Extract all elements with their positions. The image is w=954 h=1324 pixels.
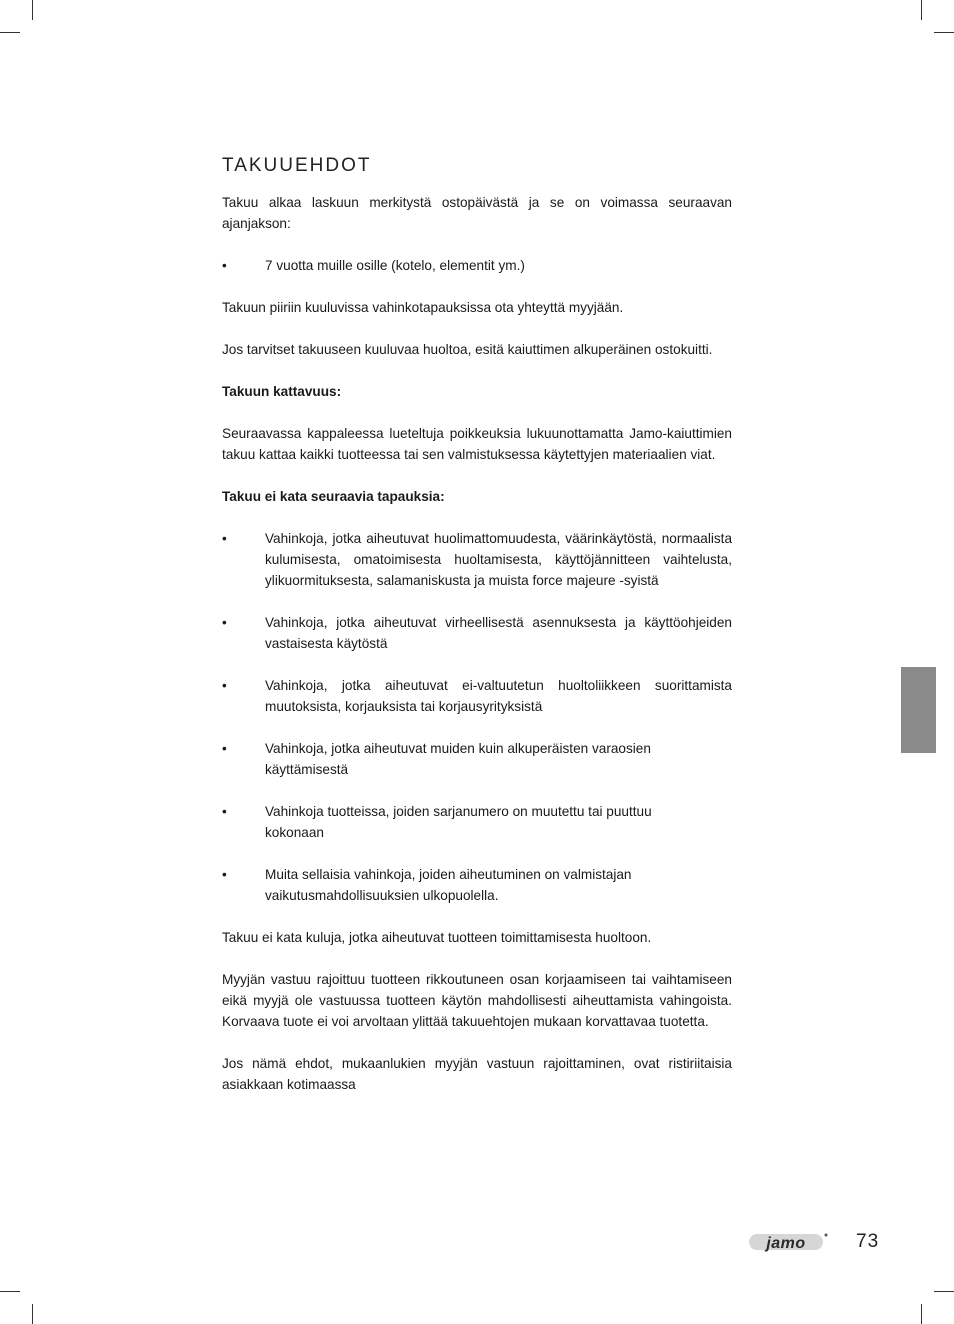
exclusion-text: Vahinkoja, jotka aiheutuvat virheellisestä asennuksesta ja käyttöohjeiden vastaisesta käytöstä (265, 615, 732, 651)
final-paragraph: Jos nämä ehdot, mukaanlukien myyjän vastuun rajoittaminen, ovat ristiriitaisia asiakkaan kotimaassa (222, 1056, 732, 1092)
exclusion-item (222, 612, 732, 654)
bullet-icon: • (222, 741, 227, 756)
crop-mark (32, 1304, 33, 1324)
crop-mark (921, 1304, 922, 1324)
page-title: TAKUUEHDOT (222, 155, 372, 176)
receipt-paragraph: Jos tarvitset takuuseen kuuluvaa huoltoa, esitä kaiuttimen alkuperäinen ostokuitti. (222, 342, 713, 357)
costs-paragraph: Takuu ei kata kuluja, jotka aiheutuvat tuotteen toimittamisesta huoltoon. (222, 930, 652, 945)
crop-mark (0, 1291, 20, 1292)
page-number: 73 (856, 1231, 880, 1252)
intro-paragraph: Takuu alkaa laskuun merkitystä ostopäivästä ja se on voimassa seuraavan ajanjakson: (222, 195, 732, 231)
bullet-icon: • (222, 804, 227, 819)
section-tab (901, 667, 936, 753)
crop-mark (934, 1291, 954, 1292)
crop-mark (32, 0, 33, 20)
contact-paragraph: Takuun piiriin kuuluvissa vahinkotapauksissa ota yhteyttä myyjään. (222, 300, 624, 315)
period-bullet (222, 255, 732, 276)
brand-logo (748, 1228, 828, 1256)
bullet-icon: • (222, 678, 227, 693)
exclusion-text: Vahinkoja, jotka aiheutuvat ei-valtuutetun huoltoliikkeen suorittamista muutoksista, korjauksista tai korjausyrityksistä (265, 678, 732, 714)
exclusion-text: Vahinkoja tuotteissa, joiden sarjanumero on muutettu tai puuttuu kokonaan (265, 804, 652, 840)
coverage-heading: Takuun kattavuus: (222, 384, 342, 399)
bullet-icon: • (222, 258, 227, 273)
exclusion-item (222, 864, 732, 906)
exclusion-text: Vahinkoja, jotka aiheutuvat muiden kuin alkuperäisten varaosien käyttämisestä (265, 741, 651, 777)
exclusion-text: Vahinkoja, jotka aiheutuvat huolimattomuudesta, väärinkäytöstä, normaalista kulumisesta, omatoimisesta huoltamisesta, käyttöjännitteen vaihtelusta, ylikuormituksesta, salamaniskusta ja muista force majeure -syistä (265, 531, 732, 588)
crop-mark (921, 0, 922, 20)
exclusions-heading: Takuu ei kata seuraavia tapauksia: (222, 489, 445, 504)
exclusion-item (222, 675, 732, 717)
bullet-icon: • (222, 615, 227, 630)
svg-text:jamo: jamo (766, 1235, 806, 1252)
bullet-icon: • (222, 867, 227, 882)
liability-paragraph: Myyjän vastuu rajoittuu tuotteen rikkoutuneen osan korjaamiseen tai vaihtamiseen eikä myyjä ole vastuussa tuotteen käytön mahdollisesti aiheuttamista vahingoista. Korvaava tuote ei voi arvoltaan ylittää takuuehtojen mukaan korvattavaa tuotetta. (222, 972, 732, 1029)
exclusion-item (222, 738, 732, 780)
coverage-paragraph: Seuraavassa kappaleessa lueteltuja poikkeuksia lukuunottamatta Jamo-kaiuttimien takuu kattaa kaikki tuotteessa tai sen valmistuksessa käytettyjen materiaalien viat. (222, 426, 732, 462)
period-bullet-text: 7 vuotta muille osille (kotelo, elementit ym.) (265, 258, 525, 273)
exclusion-item (222, 801, 732, 843)
exclusion-item (222, 528, 732, 591)
crop-mark (934, 32, 954, 33)
bullet-icon: • (222, 531, 227, 546)
crop-mark (0, 32, 20, 33)
jamo-logo-icon (748, 1230, 828, 1254)
warranty-content (222, 152, 732, 1116)
exclusion-text: Muita sellaisia vahinkoja, joiden aiheutuminen on valmistajan vaikutusmahdollisuuksien ulkopuolella. (265, 867, 632, 903)
